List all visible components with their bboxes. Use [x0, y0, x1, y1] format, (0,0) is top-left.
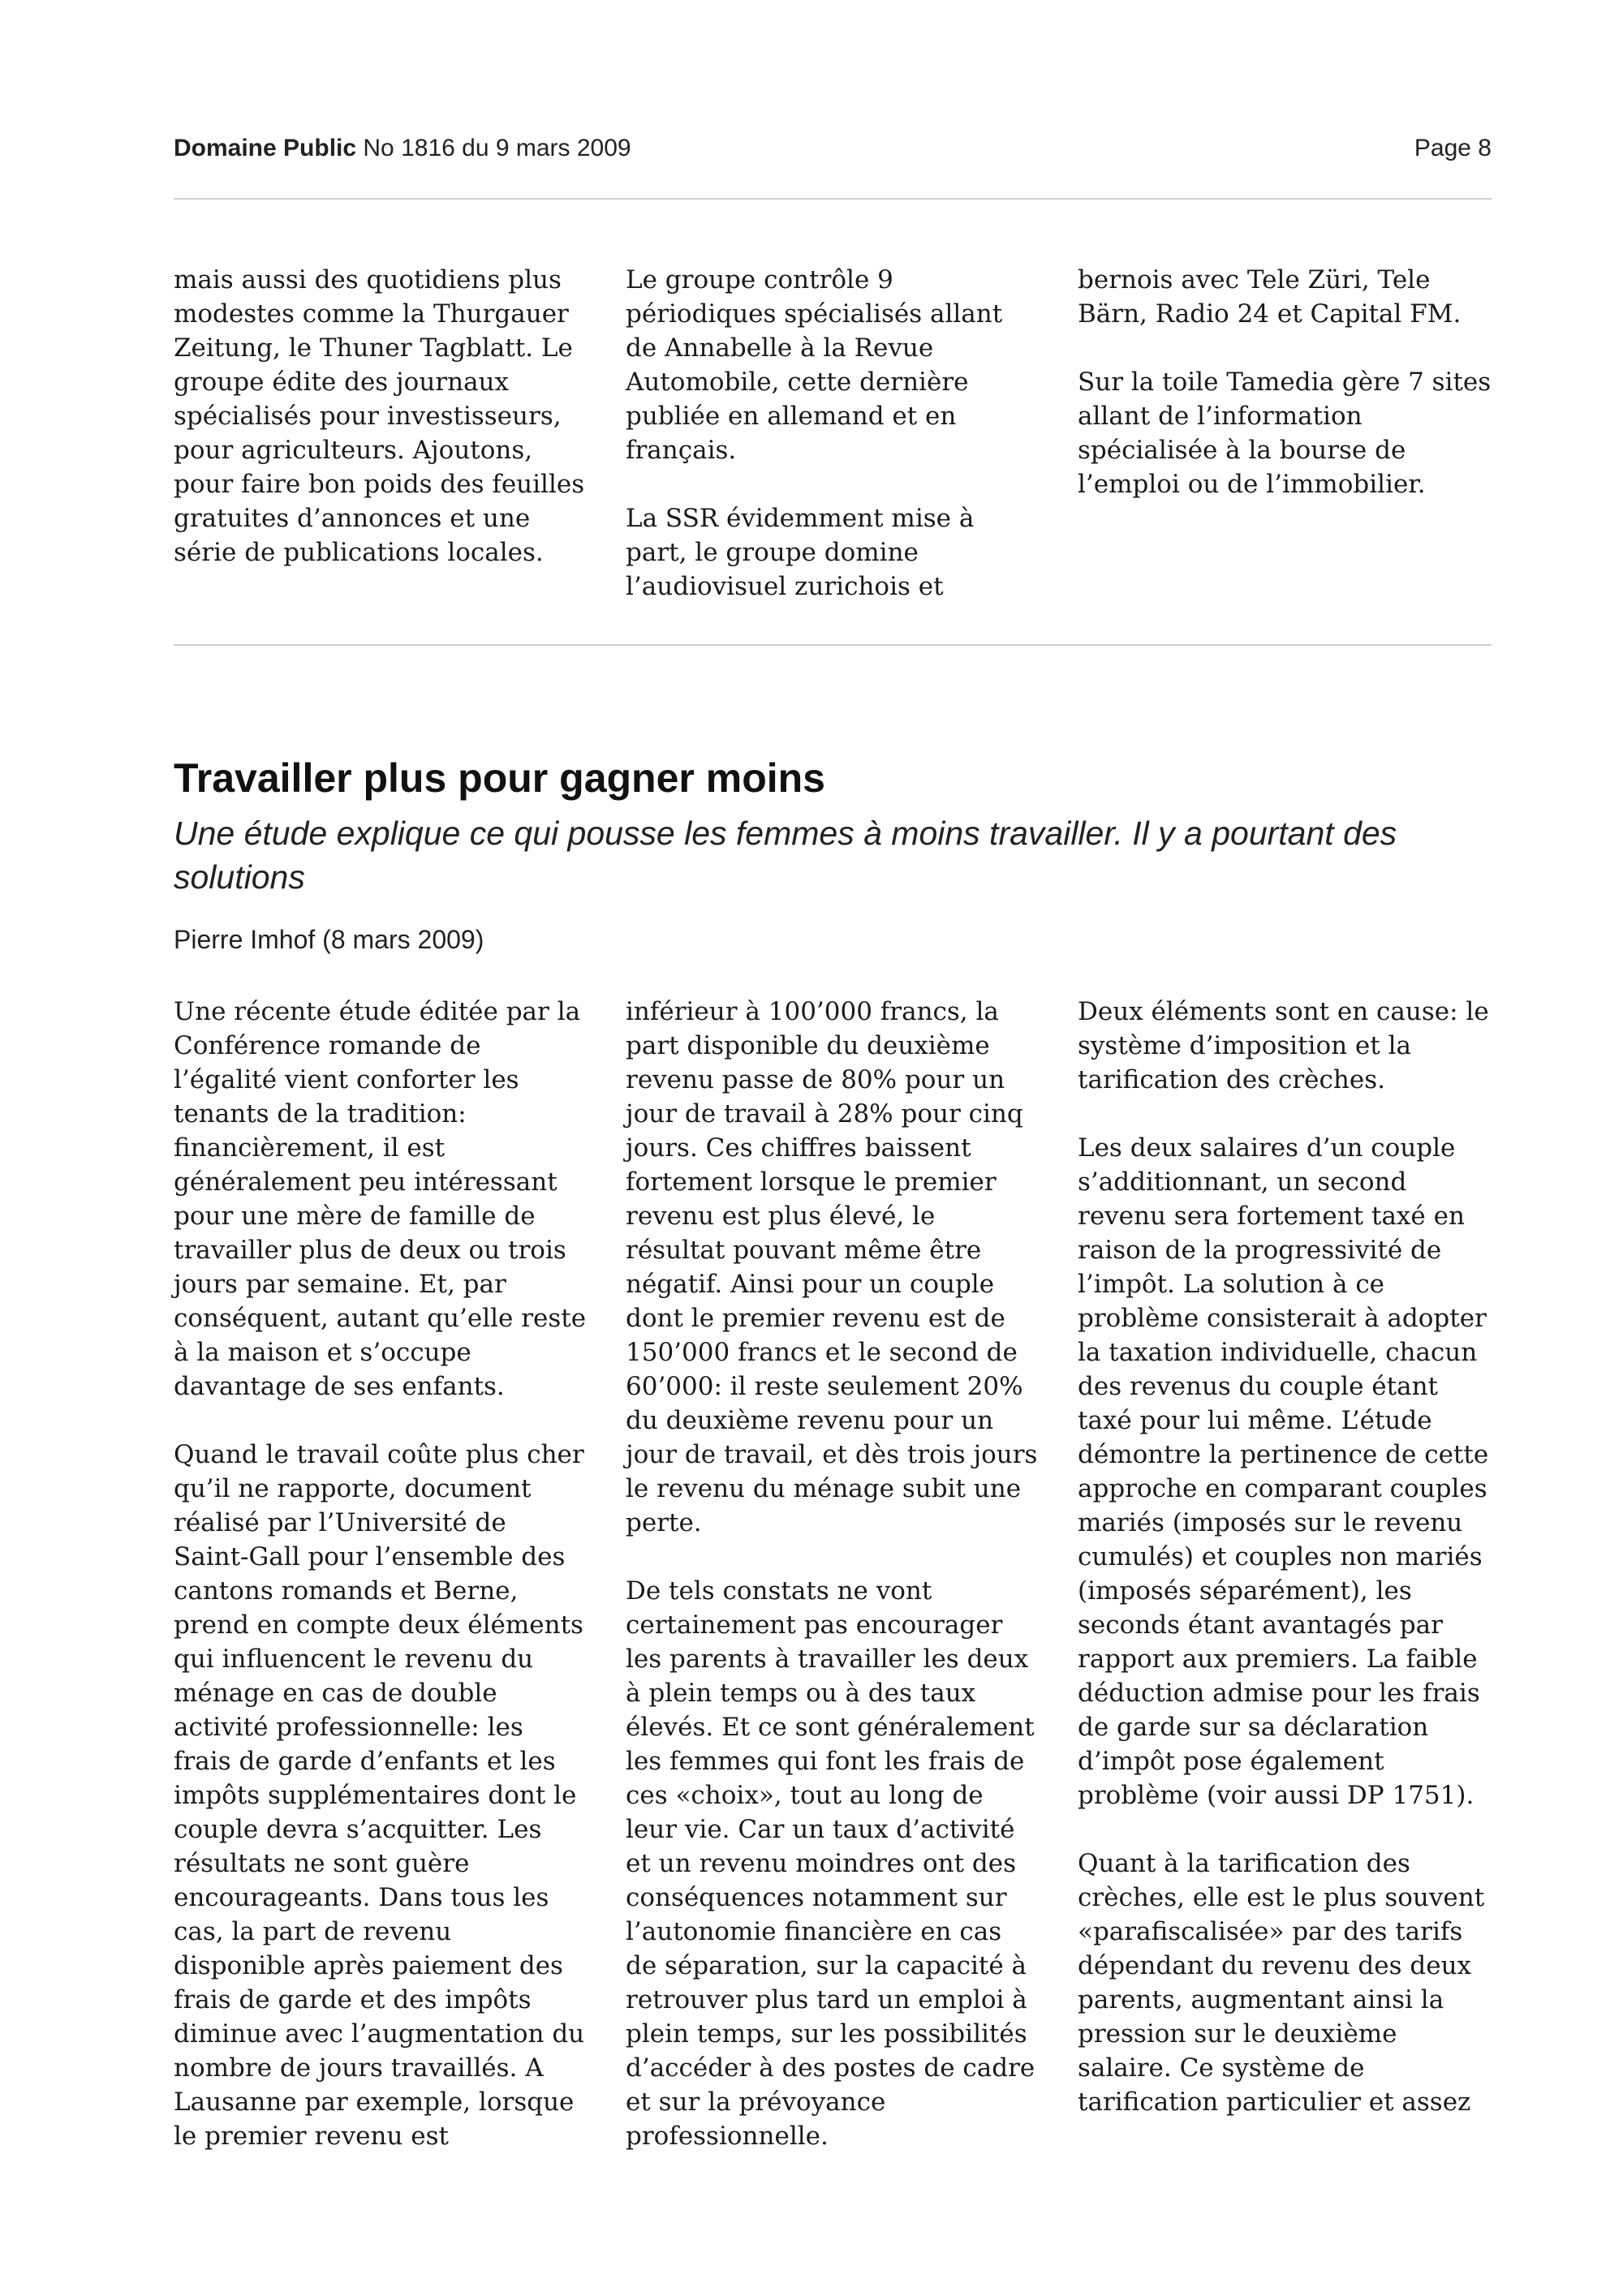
publication-name: Domaine Public: [174, 135, 357, 161]
previous-article-column-3: [1078, 263, 1492, 604]
article-column-1: [174, 995, 588, 2153]
paragraph: Quand le travail coûte plus cher qu’il ne rapporte, document réalisé par l’Université de Saint-Gall pour l’ensemble des cantons romands et Berne, prend en compte deux éléments qui influencent le revenu du ménage en cas de double activité professionnelle: les frais de garde d’enfants et les impôts supplémentaires dont le couple devra s’acquitter. Les résultats ne sont guère encourageants. Dans tous les cas, la part de revenu disponible après paiement des frais de garde et des impôts diminue avec l’augmentation du nombre de jours travaillés. A Lausanne par exemple, lorsque le premier revenu est: [174, 1440, 585, 2151]
paragraph: La SSR évidemment mise à part, le groupe domine l’audiovisuel zurichois et: [626, 504, 975, 601]
article-column-2: [626, 995, 1040, 2153]
paragraph: mais aussi des quotidiens plus modestes comme la Thurgauer Zeitung, le Thuner Tagblatt. Le groupe édite des journaux spécialisés pour investisseurs, pour agriculteurs. Ajoutons, pour faire bon poids des feuilles gratuites d’annonces et une série de publications locales.: [174, 265, 585, 567]
paragraph: Une récente étude éditée par la Conférence romande de l’égalité vient conforter les tenants de la tradition: financièrement, il est généralement peu intéressant pour une mère de famille de travailler plus de deux ou trois jours par semaine. Et, par conséquent, autant qu’elle reste à la maison et s’occupe davantage de ses enfants.: [174, 997, 587, 1401]
paragraph: De tels constats ne vont certainement pas encourager les parents à travailler les deux à plein temps ou à des taux élevés. Et ce sont généralement les femmes qui font les frais de ces «choix», tout au long de leur vie. Car un taux d’activité et un revenu moindres ont des conséquences notamment sur l’autonomie financière en cas de séparation, sur la capacité à retrouver plus tard un emploi à plein temps, sur les possibilités d’accéder à des postes de cadre et sur la prévoyance professionnelle.: [626, 1576, 1035, 2151]
paragraph: Les deux salaires d’un couple s’additionnant, un second revenu sera fortement taxé en raison de la progressivité de l’impôt. La solution à ce problème consisterait à adopter la taxation individuelle, chacun des revenus du couple étant taxé pour lui même. L’étude démontre la pertinence de cette approche en comparant couples mariés (imposés sur le revenu cumulés) et couples non mariés (imposés séparément), les seconds étant avantagés par rapport aux premiers. La faible déduction admise pour les frais de garde sur sa déclaration d’impôt pose également problème (voir aussi DP 1751).: [1078, 1133, 1489, 1810]
article-title: Travailler plus pour gagner moins: [174, 755, 825, 801]
paragraph: Deux éléments sont en cause: le système d’imposition et la tarification des crèches.: [1078, 997, 1489, 1094]
article-divider: [174, 644, 1492, 646]
article-subtitle: Une étude explique ce qui pousse les femmes à moins travailler. Il y a pourtant des solutions: [174, 815, 1397, 896]
article-column-3: [1078, 995, 1492, 2153]
page-number: Page 8: [1414, 135, 1492, 161]
paragraph: inférieur à 100’000 francs, la part disponible du deuxième revenu passe de 80% pour un jour de travail à 28% pour cinq jours. Ces chiffres baissent fortement lorsque le premier revenu est plus élevé, le résultat pouvant même être négatif. Ainsi pour un couple dont le premier revenu est de 150’000 francs et le second de 60’000: il reste seulement 20% du deuxième revenu pour un jour de travail, et dès trois jours le revenu du ménage subit une perte.: [626, 997, 1038, 1537]
paragraph: Quant à la tarification des crèches, elle est le plus souvent «parafiscalisée» par des tarifs dépendant du revenu des deux parents, augmentant ainsi la pression sur le deuxième salaire. Ce système de tarification particulier et assez: [1078, 1849, 1485, 2117]
paragraph: Le groupe contrôle 9 périodiques spécialisés allant de Annabelle à la Revue Automobile, cette dernière publiée en allemand et en français.: [626, 265, 1003, 465]
previous-article-column-1: [174, 263, 588, 604]
previous-article-column-2: [626, 263, 1040, 604]
page-header: [174, 135, 1492, 167]
paragraph: bernois avec Tele Züri, Tele Bärn, Radio 24 et Capital FM.: [1078, 265, 1462, 329]
issue-info: No 1816 du 9 mars 2009: [363, 135, 631, 161]
previous-article-columns: [174, 263, 1492, 604]
article-columns: [174, 995, 1492, 2153]
article-author: Pierre Imhof (8 mars 2009): [174, 925, 484, 954]
paragraph: Sur la toile Tamedia gère 7 sites allant de l’information spécialisée à la bourse de l’emploi ou de l’immobilier.: [1078, 368, 1492, 499]
header-divider: [174, 198, 1492, 200]
